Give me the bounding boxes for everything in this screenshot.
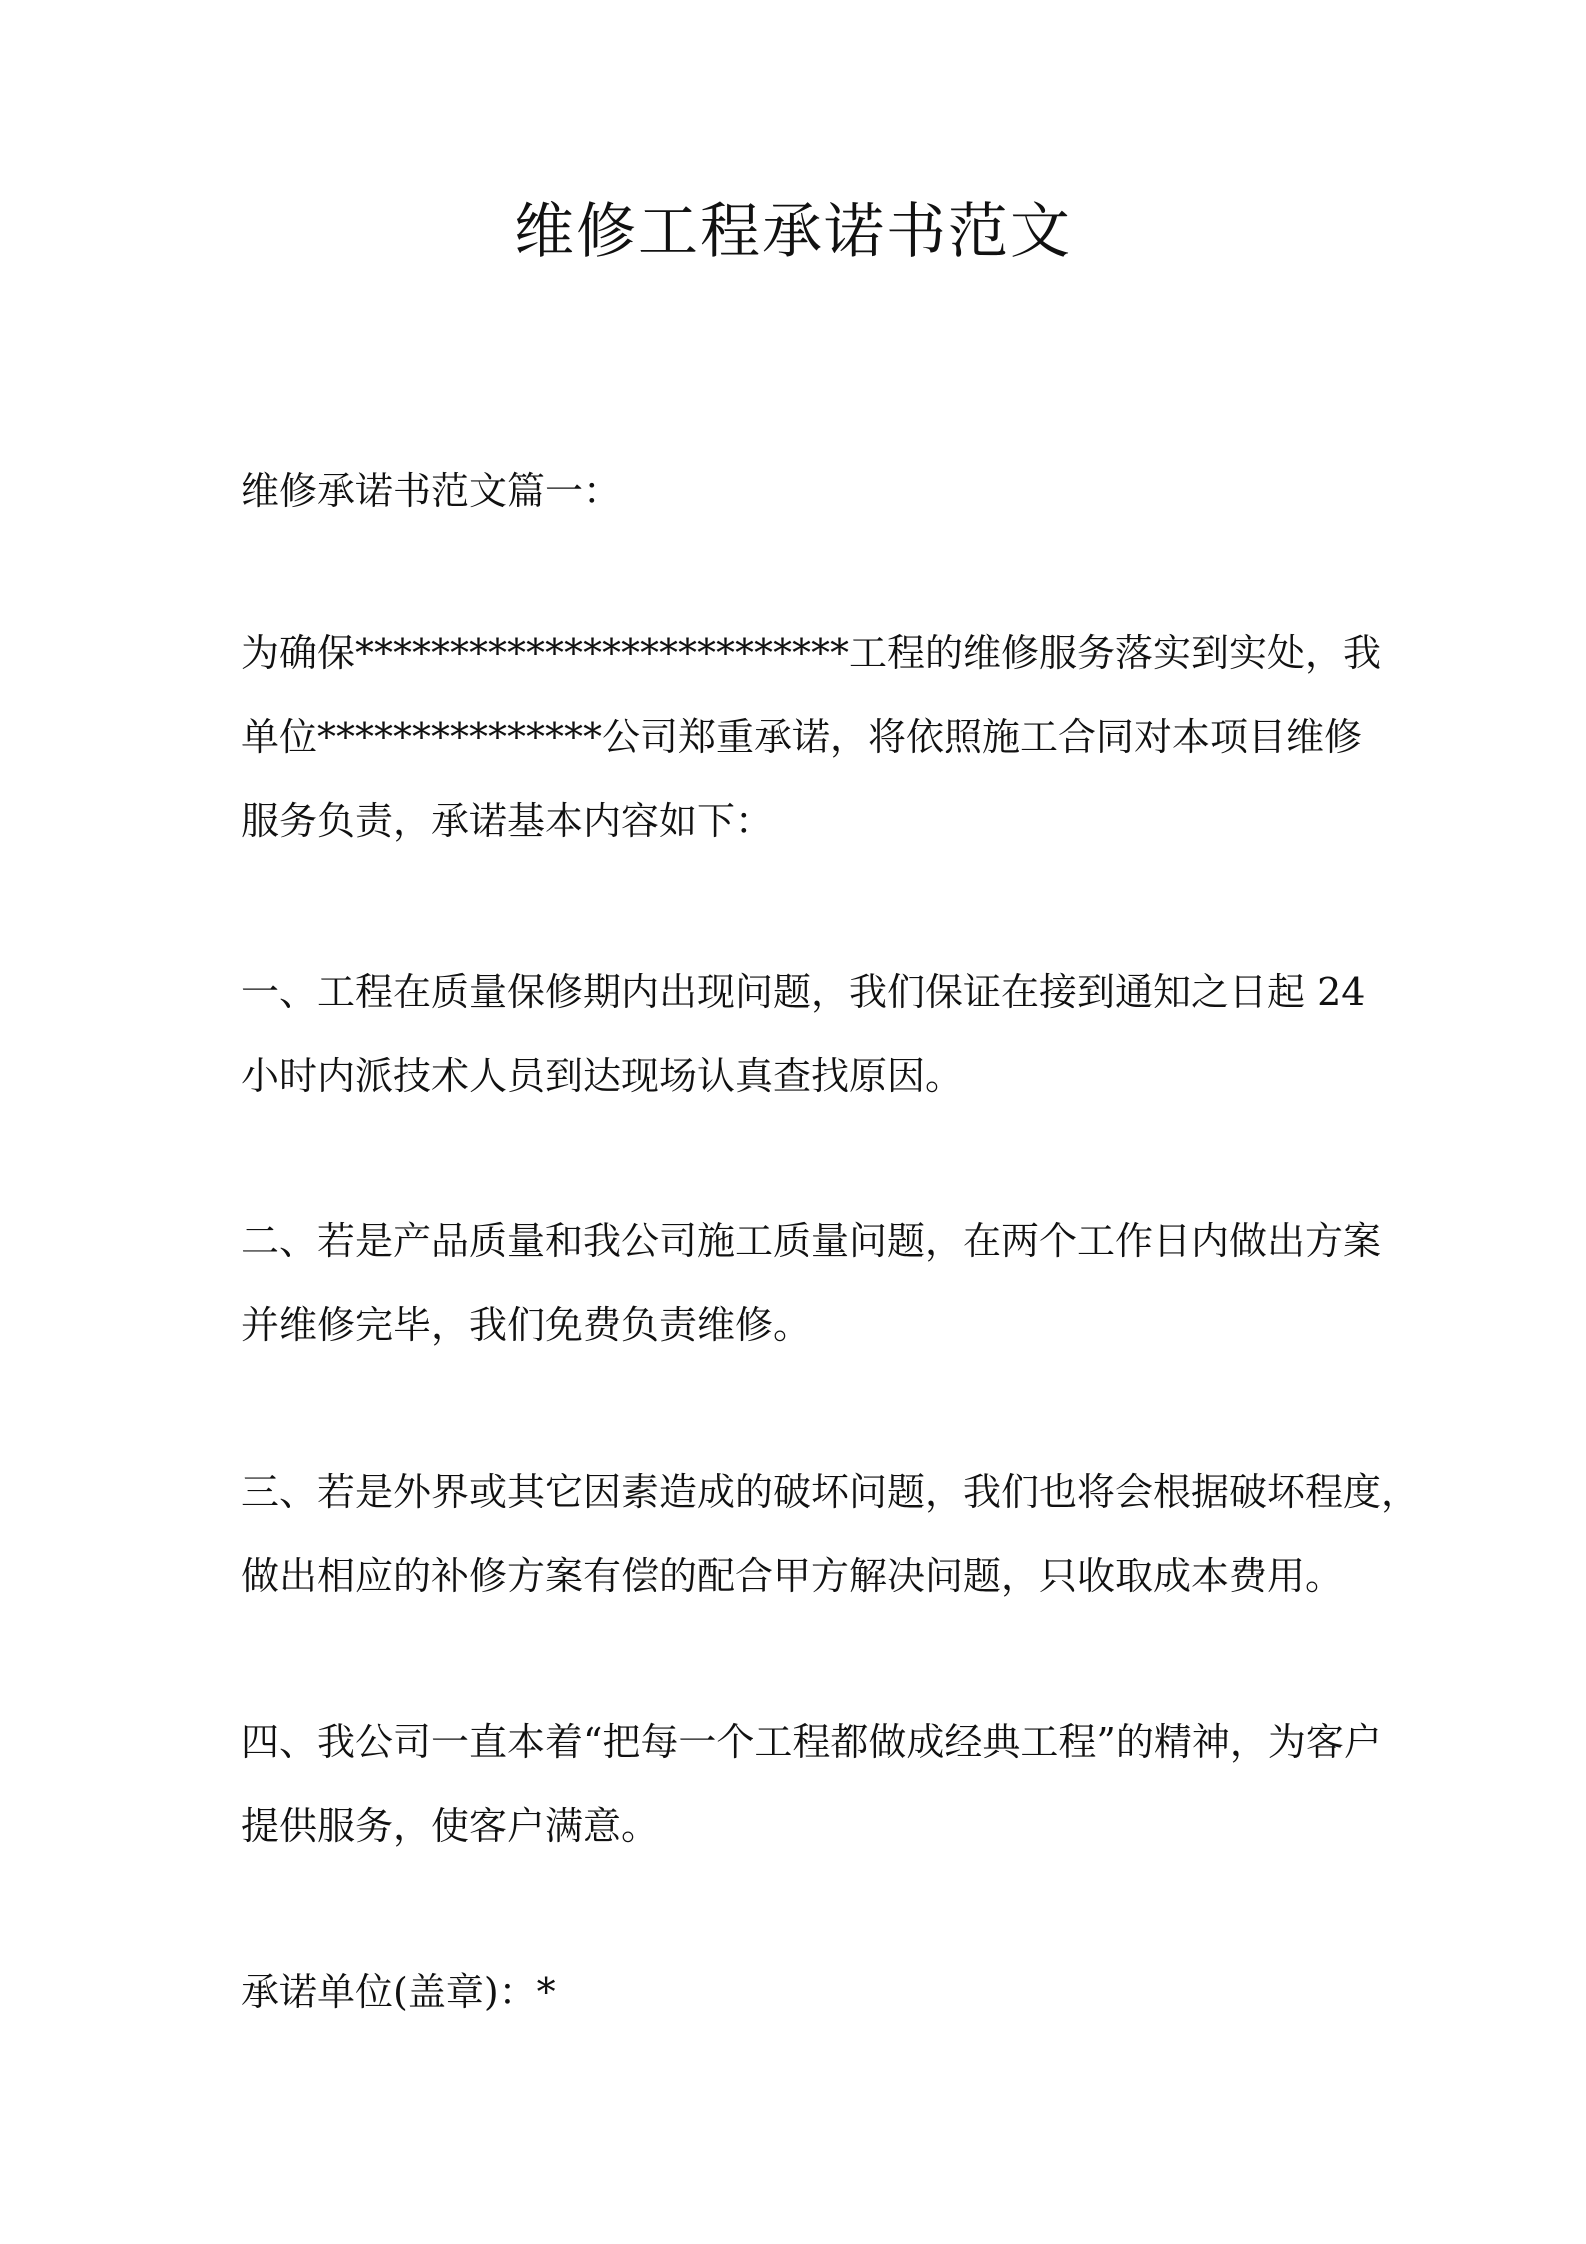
- section-heading: [241, 449, 1361, 533]
- item-line: 三、若是外界或其它因素造成的破坏问题，我们也将会根据破坏程度，: [241, 1470, 1420, 1514]
- item-line: 提供服务，使客户满意。: [241, 1804, 660, 1848]
- commitment-item-4: [241, 1700, 1382, 1868]
- commitment-item-2: [241, 1199, 1382, 1367]
- intro-line: 服务负责，承诺基本内容如下：: [241, 799, 774, 843]
- intro-line: 单位***************公司郑重承诺，将依照施工合同对本项目维修: [241, 715, 1363, 759]
- commitment-item-1: [241, 950, 1366, 1118]
- item-line: 做出相应的补修方案有偿的配合甲方解决问题，只收取成本费用。: [241, 1554, 1344, 1598]
- intro-line: 为确保**************************工程的维修服务落实到实处，我: [241, 631, 1382, 675]
- item-line: 一、工程在质量保修期内出现问题，我们保证在接到通知之日起 24: [241, 970, 1366, 1014]
- section-heading-text: 维修承诺书范文篇一：: [241, 469, 622, 513]
- item-line: 小时内派技术人员到达现场认真查找原因。: [241, 1054, 964, 1098]
- commitment-item-3: [241, 1450, 1420, 1618]
- signature-line: [241, 1950, 1361, 2034]
- document-title: 维修工程承诺书范文: [514, 197, 1072, 267]
- item-line: 二、若是产品质量和我公司施工质量问题，在两个工作日内做出方案: [241, 1219, 1382, 1263]
- signature-text: 承诺单位(盖章)：*: [241, 1970, 556, 2014]
- intro-paragraph: [241, 611, 1382, 863]
- item-line: 并维修完毕，我们免费负责维修。: [241, 1303, 812, 1347]
- item-line: 四、我公司一直本着“把每一个工程都做成经典工程”的精神，为客户: [241, 1720, 1382, 1764]
